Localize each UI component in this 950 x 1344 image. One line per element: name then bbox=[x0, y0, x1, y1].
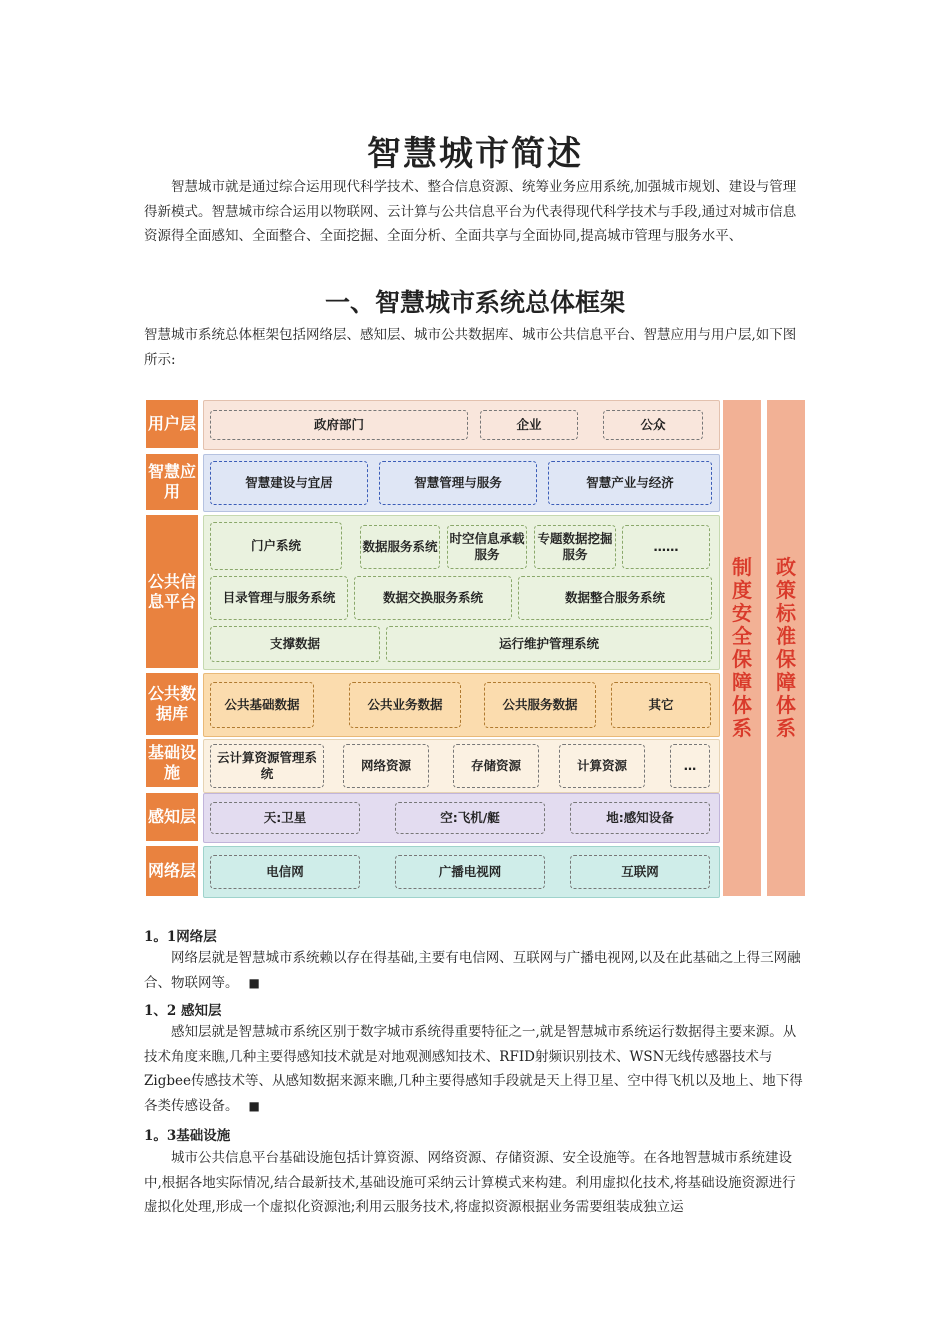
end-mark: ■ bbox=[248, 1098, 260, 1113]
intro-paragraph: 智慧城市就是通过综合运用现代科学技术、整合信息资源、统筹业务应用系统,加强城市规划、建设与管理得新模式。智慧城市综合运用以物联网、云计算与公共信息平台为代表得现代科学技术与手段,通过对城市信息资源得全面感知、全面整合、全面挖掘、全面分析、全面共享与全面协同,提高城市管理与服务水平、 bbox=[144, 179, 797, 244]
item-mining-service: 专题数据挖掘服务 bbox=[534, 525, 616, 569]
layer-panel-sensing bbox=[203, 793, 720, 843]
subsection-text-1-3: 城市公共信息平台基础设施包括计算资源、网络资源、存储资源、安全设施等。在各地智慧城市系统建设中,根据各地实际情况,结合最新技术,基础设施可采纳云计算模式来构建。利用虚拟化技术,将基础设施资源进行虚拟化处理,形成一个虚拟化资源池;利用云服务技术,将虚拟资源根据业务需要组装成独立运 bbox=[144, 1150, 796, 1215]
item-satellite: 天:卫星 bbox=[210, 802, 360, 834]
side-column-policy-text: 政策标准保障体系 bbox=[776, 555, 796, 740]
item-management: 智慧管理与服务 bbox=[379, 461, 537, 505]
subsection-text-1-1-body: 网络层就是智慧城市系统赖以存在得基础,主要有电信网、互联网与广播电视网,以及在此基础之上得三网融合、物联网等。 bbox=[144, 950, 801, 991]
item-storage-res: 存储资源 bbox=[453, 744, 539, 788]
item-industry: 智慧产业与经济 bbox=[548, 461, 712, 505]
subsection-text-1-1 bbox=[144, 946, 808, 995]
layer-panel-platform bbox=[203, 515, 720, 670]
layer-label-network: 网络层 bbox=[146, 846, 198, 896]
item-service-data: 公共服务数据 bbox=[484, 682, 596, 728]
item-broadcast: 广播电视网 bbox=[395, 855, 545, 889]
item-aircraft: 空:飞机/艇 bbox=[395, 802, 545, 834]
item-infra-more: … bbox=[670, 744, 710, 788]
item-public: 公众 bbox=[603, 410, 703, 440]
item-integration: 数据整合服务系统 bbox=[518, 576, 712, 620]
subsection-heading-1-1: 1。1网络层 bbox=[144, 929, 217, 945]
item-spatial-service: 时空信息承载服务 bbox=[447, 525, 527, 569]
layer-label-platform: 公共信息平台 bbox=[146, 515, 198, 668]
layer-label-infra: 基础设施 bbox=[146, 739, 198, 787]
item-exchange: 数据交换服务系统 bbox=[354, 576, 512, 620]
item-portal: 门户系统 bbox=[210, 522, 342, 570]
layer-panel-app bbox=[203, 454, 720, 512]
layer-label-db: 公共数据库 bbox=[146, 673, 198, 735]
layer-panel-network bbox=[203, 846, 720, 898]
side-column-institution-text: 制度安全保障体系 bbox=[732, 555, 752, 740]
item-more: …… bbox=[622, 525, 710, 569]
layer-label-app: 智慧应用 bbox=[146, 454, 198, 510]
item-construction: 智慧建设与宜居 bbox=[210, 461, 368, 505]
layer-label-sensing: 感知层 bbox=[146, 793, 198, 841]
item-data-service: 数据服务系统 bbox=[360, 525, 440, 569]
item-gov: 政府部门 bbox=[210, 410, 468, 440]
item-internet: 互联网 bbox=[570, 855, 710, 889]
subsection-text-1-2 bbox=[144, 1020, 808, 1118]
item-other: 其它 bbox=[611, 682, 711, 728]
item-business-data: 公共业务数据 bbox=[349, 682, 461, 728]
section-heading: 一、智慧城市系统总体框架 bbox=[324, 288, 625, 317]
item-cloud: 云计算资源管理系统 bbox=[210, 744, 324, 788]
subsection-text-1-2-body: 感知层就是智慧城市系统区别于数字城市系统得重要特征之一,就是智慧城市系统运行数据得主要来源。从技术角度来瞧,几种主要得感知技术就是对地观测感知技术、RFID射频识别技术、WSN无线传感器技术与Zigbee传感技术等、从感知数据来源来瞧,几种主要得感知手段就是天上得卫星、空中得飞机以及地上、地下得各类传感设备。 bbox=[144, 1024, 803, 1114]
subsection-heading-1-3: 1。3基础设施 bbox=[144, 1128, 231, 1144]
side-column-institution bbox=[723, 400, 761, 896]
framework-diagram bbox=[144, 396, 808, 898]
item-support-data: 支撑数据 bbox=[210, 626, 380, 662]
layer-panel-db bbox=[203, 673, 720, 737]
item-sensor: 地:感知设备 bbox=[570, 802, 710, 834]
layer-panel-infra bbox=[203, 739, 720, 793]
item-basic-data: 公共基础数据 bbox=[210, 682, 314, 728]
item-enterprise: 企业 bbox=[480, 410, 578, 440]
side-column-policy bbox=[767, 400, 805, 896]
layer-panel-user bbox=[203, 400, 720, 450]
page-title: 智慧城市简述 bbox=[367, 134, 583, 174]
layer-label-user: 用户层 bbox=[146, 400, 198, 448]
end-mark: ■ bbox=[248, 975, 260, 990]
item-compute-res: 计算资源 bbox=[559, 744, 645, 788]
subsection-heading-1-2: 1、2 感知层 bbox=[144, 1003, 222, 1019]
item-catalog: 目录管理与服务系统 bbox=[210, 576, 348, 620]
item-telecom: 电信网 bbox=[210, 855, 360, 889]
item-ops: 运行维护管理系统 bbox=[386, 626, 712, 662]
section-intro-text: 智慧城市系统总体框架包括网络层、感知层、城市公共数据库、城市公共信息平台、智慧应用与用户层,如下图所示: bbox=[144, 327, 797, 368]
item-network-res: 网络资源 bbox=[343, 744, 429, 788]
